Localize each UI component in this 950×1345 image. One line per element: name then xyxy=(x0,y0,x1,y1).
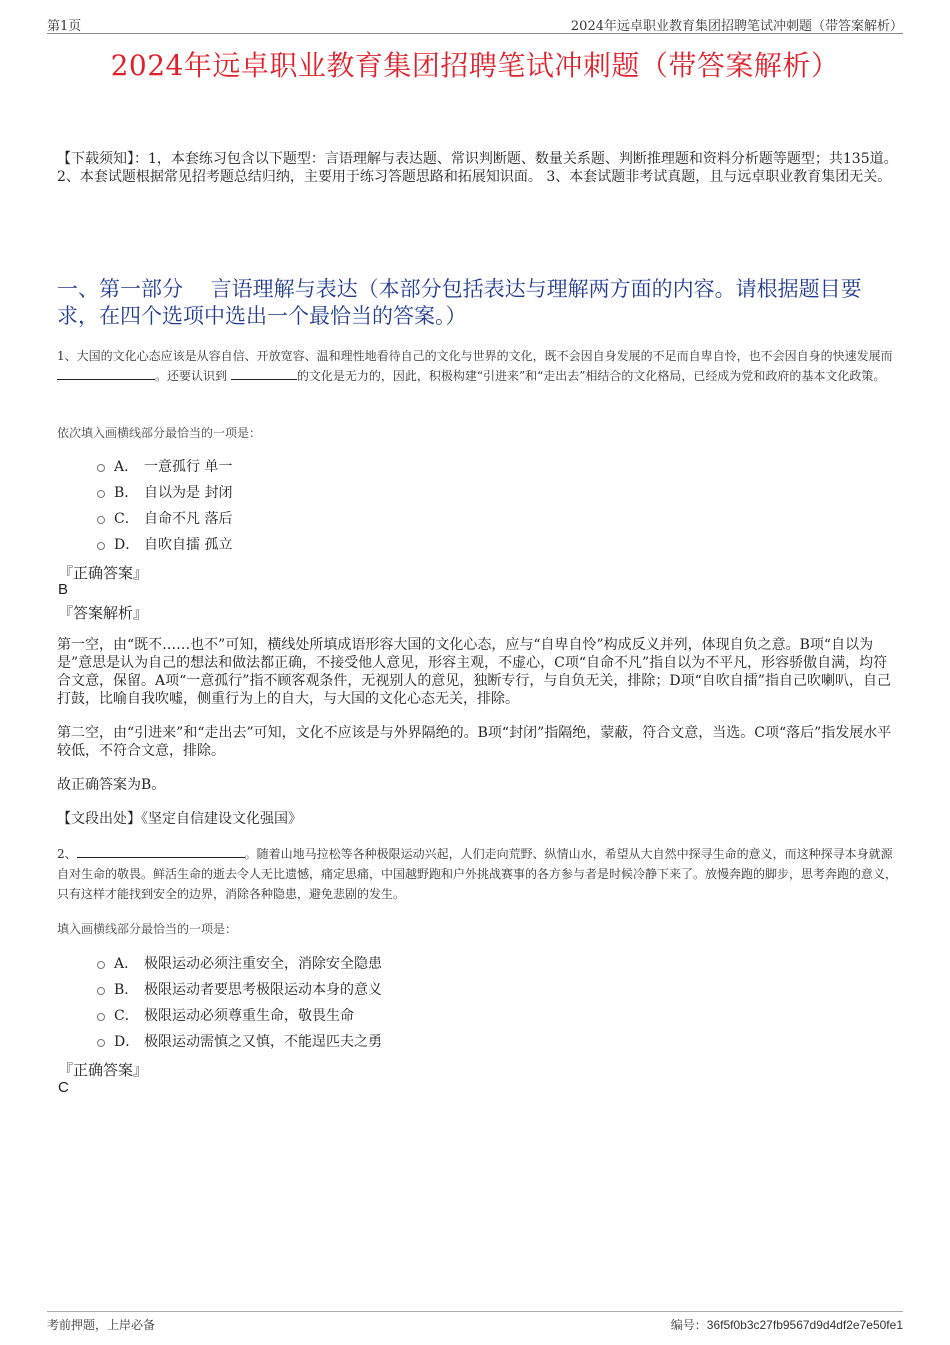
question-2-blank xyxy=(77,845,245,858)
question-1-analysis-label: 『答案解析』 xyxy=(58,604,149,622)
question-1-option-a[interactable] xyxy=(97,453,232,479)
question-1-analysis-3: 故正确答案为B。 xyxy=(57,777,166,793)
footer-code-value: 36f5f0b3c27fb9567d9d4df2e7e50fe1 xyxy=(706,1318,903,1332)
question-1-blank-1 xyxy=(57,367,155,380)
question-1-blank-2 xyxy=(231,367,297,380)
question-2-prompt: 填入画横线部分最恰当的一项是： xyxy=(57,922,238,936)
question-2-option-d[interactable] xyxy=(97,1028,382,1054)
question-1-text-a: 1、大国的文化心态应该是从容自信、开放宽容、温和理性地看待自己的文化与世界的文化，既不会因自身发展的不足而自卑自怜，也不会因自身的快速发展而 xyxy=(57,349,893,363)
question-2-text: 。随着山地马拉松等各种极限运动兴起，人们走向荒野、纵情山水，希望从大自然中探寻生命的意义，而这种探寻本身就源自对生命的敬畏。鲜活生命的逝去令人无比遗憾，痛定思痛，中国越野跑和户外挑战赛事的各方参与者是时候冷静下来了。放慢奔跑的脚步，思考奔跑的意义，只有这样才能找到安全的边界，消除各种隐患，避免悲剧的发生。 xyxy=(57,847,898,901)
radio-icon[interactable] xyxy=(97,542,105,550)
question-1-stem xyxy=(57,346,899,386)
footer-slogan: 考前押题，上岸必备 xyxy=(47,1318,156,1332)
question-1-option-d[interactable] xyxy=(97,531,232,557)
header-doc-title: 2024年远卓职业教育集团招聘笔试冲刺题（带答案解析） xyxy=(570,19,903,34)
document-title: 2024年远卓职业教育集团招聘笔试冲刺题（带答案解析） xyxy=(110,49,840,82)
footer-divider xyxy=(47,1311,903,1312)
radio-icon[interactable] xyxy=(97,1013,105,1021)
question-2-option-c[interactable] xyxy=(97,1002,382,1028)
radio-icon[interactable] xyxy=(97,490,105,498)
question-1-options xyxy=(97,453,232,557)
radio-icon[interactable] xyxy=(97,961,105,969)
question-1-text-c: 的文化是无力的，因此，积极构建“引进来”和“走出去”相结合的文化格局，已经成为党和政府的基本文化政策。 xyxy=(296,369,886,383)
option-text: 极限运动者要思考极限运动本身的意义 xyxy=(144,982,382,998)
question-1-analysis-2: 第二空，由“引进来”和“走出去”可知，文化不应该是与外界隔绝的。B项“封闭”指隔绝，蒙蔽，符合文意，当选。C项“落后”指发展水平较低，不符合文意，排除。 xyxy=(57,725,892,759)
question-1-analysis-1: 第一空，由“既不……也不”可知，横线处所填成语形容大国的文化心态，应与“自卑自怜”构成反义并列，体现自负之意。B项“自以为是”意思是认为自己的想法和做法都正确，不接受他人意见，形容主观，不虚心，C项“自命不凡”指自以为不平凡，形容骄傲自满，均符合文意，保留。A项“一意孤行”指不顾客观条件，无视别人的意见，独断专行，与自负无关，排除；D项“自吹自擂”指自己吹喇叭，自己打鼓，比喻自我吹嘘，侧重行为上的自大，与大国的文化心态无关，排除。 xyxy=(57,637,891,707)
option-letter: D． xyxy=(114,537,140,553)
question-2-answer: C xyxy=(58,1079,69,1096)
question-1-option-b[interactable] xyxy=(97,479,232,505)
option-letter: A． xyxy=(114,459,139,475)
question-1-option-c[interactable] xyxy=(97,505,232,531)
question-2-option-b[interactable] xyxy=(97,976,382,1002)
question-1-prompt: 依次填入画横线部分最恰当的一项是： xyxy=(57,426,262,440)
footer-code-label: 编号： xyxy=(670,1318,707,1332)
question-2-number: 2、 xyxy=(57,847,77,861)
page-number: 第1页 xyxy=(47,19,82,34)
section-heading: 一、第一部分 言语理解与表达（本部分包括表达与理解两方面的内容。请根据题目要求，在四个选项中选出一个最恰当的答案。） xyxy=(57,277,862,328)
option-text: 一意孤行 单一 xyxy=(144,459,233,475)
question-1-answer: B xyxy=(58,581,69,598)
radio-icon[interactable] xyxy=(97,464,105,472)
option-text: 自吹自擂 孤立 xyxy=(144,537,233,553)
header-divider xyxy=(47,33,903,34)
option-text: 极限运动需慎之又慎，不能逞匹夫之勇 xyxy=(144,1034,382,1050)
option-letter: C． xyxy=(114,511,139,527)
option-letter: B． xyxy=(114,485,139,501)
question-2-stem xyxy=(57,844,899,904)
download-notice: 【下载须知】：1，本套练习包含以下题型：言语理解与表达题、常识判断题、数量关系题、判断推理题和资料分析题等题型；共135道。 2、本套试题根据常见招考题总结归纳，主要用于练习答题思路和拓展知识面。 3、本套试题非考试真题，且与远卓职业教育集团无关。 xyxy=(57,151,898,185)
question-1-answer-label: 『正确答案』 xyxy=(58,564,149,582)
question-2-options xyxy=(97,950,382,1054)
option-letter: C． xyxy=(114,1008,139,1024)
radio-icon[interactable] xyxy=(97,1039,105,1047)
option-text: 自命不凡 落后 xyxy=(144,511,233,527)
option-letter: B． xyxy=(114,982,139,998)
footer-code xyxy=(671,1316,903,1333)
question-2-answer-label: 『正确答案』 xyxy=(58,1061,149,1079)
question-2-option-a[interactable] xyxy=(97,950,382,976)
question-1-source: 【文段出处】《坚定自信建设文化强国》 xyxy=(57,811,302,827)
option-text: 极限运动必须注重安全，消除安全隐患 xyxy=(144,956,382,972)
option-text: 自以为是 封闭 xyxy=(144,485,233,501)
radio-icon[interactable] xyxy=(97,516,105,524)
question-1-text-b: 。还要认识到 xyxy=(155,369,231,383)
option-text: 极限运动必须尊重生命，敬畏生命 xyxy=(144,1008,354,1024)
radio-icon[interactable] xyxy=(97,987,105,995)
option-letter: D． xyxy=(114,1034,140,1050)
option-letter: A． xyxy=(114,956,139,972)
